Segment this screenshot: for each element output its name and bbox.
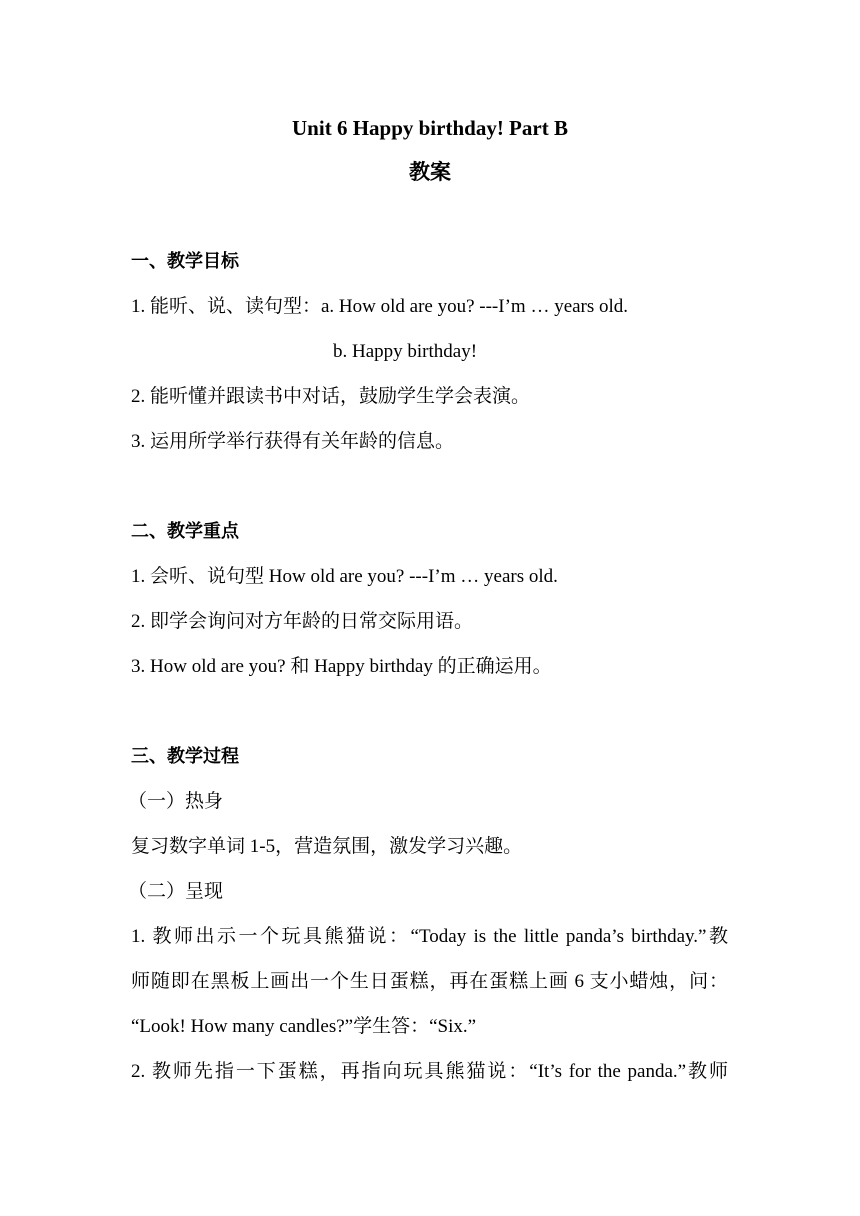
key-point-line-2: 2. 即学会询问对方年龄的日常交际用语。 <box>131 611 474 632</box>
process-line-3: “Look! How many candles?”学生答：“Six.” <box>131 1016 477 1037</box>
document-title: Unit 6 Happy birthday! Part B <box>292 116 568 140</box>
objective-line-1: 1. 能听、说、读句型：a. How old are you? ---I’m … years old. <box>131 296 629 317</box>
process-line-warmup: 复习数字单词 1-5，营造氛围，激发学习兴趣。 <box>131 836 523 857</box>
objective-line-3: 3. 运用所学举行获得有关年龄的信息。 <box>131 431 455 452</box>
key-point-line-1: 1. 会听、说句型 How old are you? ---I’m … years old. <box>131 566 558 587</box>
section-heading-process: 三、教学过程 <box>131 746 239 767</box>
section-heading-key-points: 二、教学重点 <box>131 521 239 542</box>
document-subtitle: 教案 <box>409 160 451 184</box>
objective-line-1b: b. Happy birthday! <box>333 341 478 362</box>
process-subheading-warmup: （一）热身 <box>128 791 224 812</box>
process-line-4: 2. 教师先指一下蛋糕，再指向玩具熊猫说：“It’s for the panda.”教师 <box>131 1061 728 1082</box>
section-heading-objectives: 一、教学目标 <box>131 251 239 272</box>
key-point-line-3: 3. How old are you? 和 Happy birthday 的正确运用。 <box>131 656 552 677</box>
process-subheading-presentation: （二）呈现 <box>128 881 224 902</box>
process-line-1: 1. 教师出示一个玩具熊猫说：“Today is the little panda’s birthday.”教 <box>131 926 728 947</box>
objective-line-2: 2. 能听懂并跟读书中对话，鼓励学生学会表演。 <box>131 386 531 407</box>
process-line-2: 师随即在黑板上画出一个生日蛋糕，再在蛋糕上画 6 支小蜡烛，问： <box>131 971 728 992</box>
